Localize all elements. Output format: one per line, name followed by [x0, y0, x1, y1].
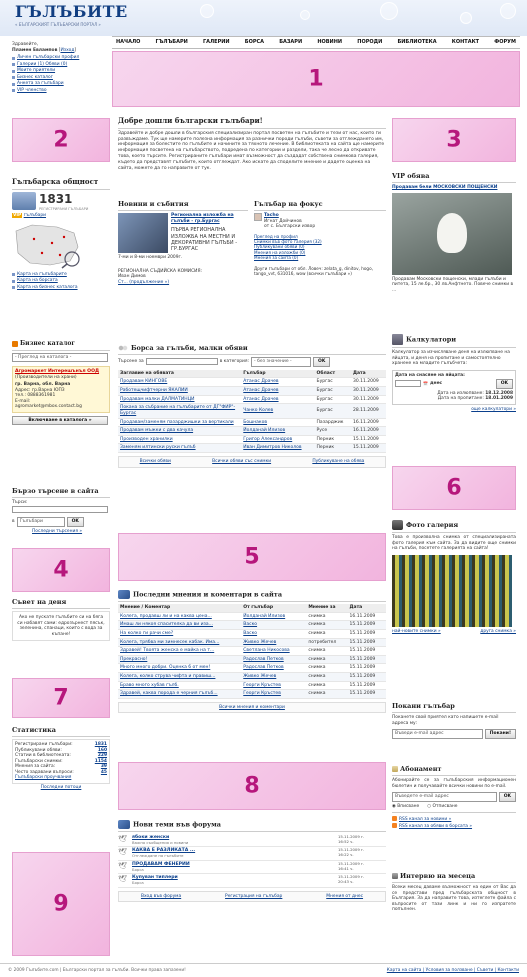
ad-slot-2[interactable]: 2	[12, 118, 110, 162]
table-row[interactable]: На колко ги рачи сме? Васко снимка 15.11.2009	[118, 629, 386, 638]
table-row[interactable]: Работещчифтчерни ЯКАЛИИ Атанас Драчев Бургас 30.11.2009	[118, 387, 386, 396]
table-row[interactable]: Продавам малки ДАЛМАТИНЦИ Атанас Драчев Бургас 30.11.2009	[118, 395, 386, 404]
egg-date-input[interactable]	[395, 380, 421, 387]
calc-feed-value: 18.01.2009	[485, 396, 513, 402]
interview-panel	[392, 872, 516, 913]
stats-link-surveys[interactable]: Гълъбарски проучвания	[15, 775, 72, 781]
calculator-icon	[392, 334, 403, 345]
market-search-input[interactable]	[146, 358, 218, 365]
bubble-decoration	[200, 4, 214, 18]
market-category-select[interactable]: - без значение -	[251, 357, 311, 367]
list-item[interactable]: 🕊 КАКВА Е РАЗЛИКАТА ... Отглеждане на гълъбите 15.11.2009 г. 16:22 ч.	[118, 847, 386, 860]
table-row[interactable]: Продавам/заменям пазарджишки за вертикали Бошнаков Пазарджик 16.11.2009	[118, 418, 386, 427]
news-title: Новини и събития	[118, 200, 189, 208]
stats-link-streams[interactable]: Последни потоци	[40, 784, 82, 790]
table-row[interactable]: Колега, продавш ли и на каква цена... Йолданай Илизов снимка 16.11.2009	[118, 612, 386, 621]
ad-slot-4[interactable]: 4	[12, 548, 110, 592]
site-tagline: « БЪЛГАРСКИЯТ ГЪЛЪБАРСКИ ПОРТАЛ »	[15, 22, 101, 27]
rss-market-link[interactable]: RSS канал за обяви в борсата »	[399, 823, 473, 829]
nav-home[interactable]: НАЧАЛО	[116, 39, 141, 46]
nav-breeds[interactable]: ПОРОДИ	[357, 39, 383, 46]
list-item[interactable]: 🕊 ябоки женски Важно съобщения и новини 15.11.2009 г. 16:52 ч.	[118, 834, 386, 847]
gallery-panel	[392, 520, 516, 634]
market-section	[118, 344, 386, 468]
vip-breeders-link[interactable]: гълъбари	[23, 213, 47, 219]
vip-ad-title: VIP обява	[392, 172, 430, 180]
news-excerpt: ПЪРВА РЕГИОНАЛНА ИЗЛОЖБА НА МЕСТНИ И ДЕКОРАТИВНИ ГЪЛЪБИ - ГР.БУРГАС	[171, 227, 237, 253]
stats-title: Статистика	[12, 726, 56, 734]
tip-panel	[12, 598, 110, 641]
bubble-decoration	[300, 10, 310, 20]
stat-label: Регистрирани гълъбари:	[15, 742, 73, 748]
eggs-icon	[118, 344, 128, 352]
business-company-sub: (Производители на храни)	[15, 374, 77, 380]
subscribe-text: Абонирайте се за гълъбарския информационен бюлетин и получавайте всички новини по e-mail.	[392, 778, 516, 789]
invite-text: Поканете свой приятел като напишете е-mail адреса му:	[392, 715, 499, 726]
comments-title: Последни мнения и коментари в сайта	[133, 590, 283, 599]
bubble-decoration	[500, 3, 516, 19]
more-calculators-link[interactable]: още калкулатори »	[471, 406, 516, 412]
all-comments-link[interactable]: Всички мнения и коментари	[219, 704, 285, 710]
stats-box	[12, 739, 110, 784]
site-logo[interactable]: ГЪЛЪБИТЕ	[15, 2, 128, 21]
focus-from: от с. Български извор	[264, 224, 316, 230]
forum-register-link[interactable]: Регистрация на гълъбар	[225, 893, 283, 899]
calendar-icon[interactable]: 📅	[423, 381, 428, 387]
col-header: Дата	[348, 604, 386, 612]
forum-icon	[118, 820, 130, 829]
microphone-icon	[392, 873, 398, 879]
stats-panel	[12, 726, 110, 790]
calc-ok-button[interactable]: OK	[496, 379, 513, 389]
col-header: От гълъбар	[241, 604, 306, 612]
welcome-title: Добре дошли български гълъбари!	[118, 116, 263, 125]
table-row[interactable]: Здравей! Твоята женска е майка на т... Светлана Никосова снимка 15.11.2009	[118, 647, 386, 656]
subscribe-title: Абонамент	[400, 765, 442, 773]
table-row[interactable]: Производен хранилки Григор Александров Перник 15.11.2009	[118, 435, 386, 444]
catalog-icon	[12, 341, 18, 347]
search-input[interactable]	[12, 506, 108, 513]
market-cat-label: в категория:	[219, 359, 250, 365]
user-link-galleries[interactable]: Галерии (1) Обяви (0)	[12, 62, 110, 68]
stat-label: Статии в библиотеката:	[15, 753, 71, 759]
tip-title: Съвет на деня	[12, 598, 67, 606]
news-dates: 7-ми и 8-ми ноември 2009г.	[118, 255, 183, 261]
focus-link-profile[interactable]: Преглед на профил	[254, 233, 298, 239]
rss-icon	[392, 816, 397, 821]
comments-table	[118, 604, 386, 699]
site-header	[0, 0, 527, 36]
col-header: Дата	[351, 370, 386, 378]
forum-enter-link[interactable]: Вход във форума	[140, 893, 182, 899]
stat-label: Гълъбарски снимки:	[15, 758, 63, 764]
map-market-link[interactable]: Карта на борсата	[12, 278, 110, 284]
pigeon-icon: 🕊	[118, 848, 127, 857]
col-header: Мнение за	[306, 604, 347, 612]
pigeon-icon: 🕊	[118, 835, 127, 843]
user-link-business[interactable]: Бизнес каталог	[12, 75, 110, 81]
market-search-label: Търсене за	[118, 359, 144, 365]
search-label: Търси:	[12, 500, 28, 506]
table-row[interactable]: Прекрасно! Радослав Петков снимка 15.11.2009	[118, 655, 386, 664]
table-row[interactable]: Колега, колко струва чифта и правиш... Живко Жечев снимка 15.11.2009	[118, 673, 386, 682]
main-navigation	[112, 36, 520, 49]
stat-label: Публикувани обяви:	[15, 747, 62, 753]
business-card	[12, 366, 110, 413]
comments-section	[118, 590, 386, 713]
calc-text: Калкулатор за изчисляване деня на излюпване на яйцата, и деня на пропитане и самостоятелно хранене на младите гълъбчета:	[392, 350, 510, 366]
user-link-survey[interactable]: Анкета за гълъбари	[12, 81, 110, 87]
nav-galleries[interactable]: ГАЛЕРИИ	[202, 39, 230, 46]
news-more-link[interactable]: Ст... (продължение »)	[118, 279, 170, 285]
ad-slot-1[interactable]: 1	[112, 51, 520, 107]
tip-text: Ако не пускате гълъбите си на бяга си набавят сами: едрозърнест пясък, зеленина, спанаци, които с вода за къпане!	[12, 611, 110, 641]
news-section	[118, 200, 248, 285]
ad-slot-8[interactable]: 8	[118, 762, 386, 810]
market-all-ads-link[interactable]: Всички обяви	[139, 459, 171, 464]
community-count: 1831	[39, 191, 73, 206]
table-row[interactable]: Заменям илтински руски гълъб Иван Димитров Николов Перник 15.11.2009	[118, 444, 386, 453]
table-row[interactable]: Продавам мъжки с два качула Йолданай Илизов Русе 16.11.2009	[118, 427, 386, 436]
vip-ad-link[interactable]: Продавам бели МОСКОВСКИ ПОЩЕНСКИ	[392, 185, 498, 191]
search-in-label: в	[12, 518, 15, 524]
search-scope-select[interactable]: Гълъбари	[17, 517, 65, 527]
user-link-vip[interactable]: VIP членство	[12, 88, 110, 94]
users-icon	[12, 192, 36, 210]
col-header: Заглавие на обявата	[118, 370, 241, 378]
catalog-select[interactable]: - Преглед на каталога -	[12, 353, 108, 363]
stat-value[interactable]: 45	[100, 769, 107, 775]
unsubscribe-radio[interactable]: ○ Отписване	[427, 803, 458, 809]
business-panel	[12, 340, 110, 425]
ad-slot-9[interactable]: 9	[12, 852, 110, 956]
table-row[interactable]: Браво много хубав гълб. Георги Кръстев снимка 15.11.2009	[118, 681, 386, 690]
bubble-decoration	[460, 12, 472, 24]
ad-slot-6[interactable]: 6	[392, 466, 516, 510]
market-title: Борса за гълъби, малки обяви	[131, 344, 248, 352]
focus-link-shows[interactable]: Мнения на изложби (0)	[254, 249, 306, 255]
quick-search-panel	[12, 487, 110, 534]
pigeon-icon: 🕊	[118, 875, 127, 884]
logout-link[interactable]: Изход	[60, 47, 75, 53]
table-row[interactable]: Здравей, каква порода е черния гълъб... Георги Кръстев снимка 15.11.2009	[118, 690, 386, 699]
calc-title: Калкулатори	[406, 335, 457, 344]
business-email-label: E-mail:	[15, 398, 31, 404]
business-phone: тел.: 0888361981	[15, 393, 56, 399]
envelope-icon	[392, 766, 398, 772]
calc-feed-label: Дата на пропитане:	[437, 396, 484, 402]
nav-library[interactable]: БИБЛИОТЕКА	[397, 39, 437, 46]
vip-ad-panel	[392, 172, 516, 293]
subscribe-ok-button[interactable]: OK	[499, 792, 516, 802]
focus-title: Гълъбар на фокус	[254, 200, 323, 208]
table-row[interactable]: Много много добри. Оценка 6 от мен! Радослав Петков снимка 15.11.2009	[118, 664, 386, 673]
vip-ad-text: Продавам Московски пощенски, млади гълъби и питета, 15 ле.бр., 30 лв.Анфтнето. Повече снимки в ...	[392, 276, 514, 293]
nav-market[interactable]: БОРСА	[244, 39, 265, 46]
footer-copyright: © 2009 Гълъбите.com | Български портал за гълъби. Всички права запазени!	[8, 967, 186, 973]
news-headline-link[interactable]: Регионална изложба на гълъби - гр.Бургас	[171, 213, 234, 224]
welcome-section	[118, 117, 386, 172]
market-publish-link[interactable]: Публикуване на обява	[312, 459, 365, 464]
vip-badge: VIP	[13, 213, 22, 219]
focus-section	[254, 200, 386, 277]
invite-email-input[interactable]: Въведи e-mail адрес	[392, 729, 483, 739]
table-row[interactable]: Покана за събрание на гълъбарите от ДГ"ФИР"-Бургас Чанко Колев Бургас 28.11.2009	[118, 404, 386, 418]
market-photo-ads-link[interactable]: Всички обяви със снимки	[212, 459, 272, 464]
gallery-title: Фото галерия	[406, 521, 459, 529]
community-title: Гълъбарска общност	[12, 177, 99, 186]
vip-ad-image[interactable]	[392, 193, 512, 275]
gallery-new-link[interactable]: най-новите снимки »	[392, 628, 441, 634]
table-row[interactable]: Колега, трябва ми зимнесек кабак. Има... Живко Жечев потребител 15.11.2009	[118, 638, 386, 647]
footer-links[interactable]: Карта на сайта | Условия за ползване | Съвети | Контакти	[386, 967, 519, 973]
stat-value[interactable]: 1154	[94, 758, 107, 764]
list-item[interactable]: 🕊 ПРОДАВАМ ФЕНЕРИИ Борса 15.11.2009 г. 16:41 ч.	[118, 861, 386, 874]
nav-contact[interactable]: КОНТАКТ	[451, 39, 480, 46]
market-table	[118, 370, 386, 453]
subscribe-radio[interactable]: ◉ Вписване	[392, 803, 420, 809]
table-row[interactable]: Имаш ли някоя спасителка да ви иза... Васко снимка 15.11.2009	[118, 621, 386, 630]
interview-title: Интервю на месеца	[400, 872, 476, 880]
col-header: Област	[315, 370, 351, 378]
interview-text: Всеки месец даваме възможност на един от Вас да се представи пред гълъбарската общност в България. За да направите това, изтеглете файла с въпросите от тази линк и ни го изпратете попълнен.	[392, 885, 516, 913]
invite-button[interactable]: Покани!	[485, 729, 516, 739]
news-org: РЕГИОНАЛНА СЪДИЙСКА КОМИСИЯ:	[118, 268, 202, 274]
invite-panel	[392, 702, 516, 739]
stat-value[interactable]: 160	[97, 747, 107, 753]
calc-hatch-value: 18.12.2008	[485, 390, 513, 396]
stat-value[interactable]: 229	[97, 753, 107, 759]
gallery-image[interactable]	[392, 555, 512, 627]
news-image[interactable]	[118, 213, 168, 253]
catalog-join-button[interactable]: Включване в каталога »	[12, 416, 108, 426]
bulgaria-map-icon[interactable]	[12, 221, 82, 269]
community-panel	[12, 178, 110, 291]
focus-name: Игнат Дойчинов	[264, 218, 302, 224]
subscribe-panel	[392, 765, 516, 829]
forum-today-link[interactable]: Мнения от днес	[326, 893, 364, 899]
business-company-link[interactable]: Агромаркет Интерешънъл ООД	[15, 369, 100, 375]
gallery-text: Това е произволна снимка от специализираната фото галерия към сайта. За да видите още снимки на гълъби, посетете галерията на сайта!	[392, 535, 516, 551]
market-ok-button[interactable]: OK	[313, 357, 330, 367]
nav-bazaars[interactable]: БАЗАРИ	[279, 39, 303, 46]
subscribe-email-input[interactable]: Въведете e-mail адрес	[392, 792, 497, 802]
gallery-random-link[interactable]: друга снимка »	[480, 628, 516, 634]
invite-title: Покани гълъбар	[392, 702, 455, 710]
stat-value[interactable]: 1831	[94, 742, 107, 748]
business-title: Бизнес каталог	[20, 340, 76, 347]
nav-forum[interactable]: ФОРУМ	[494, 39, 516, 46]
welcome-text: Здравейте и добре дошли в българския специализиран портал посветен на гълъбите и тези от нас, които ги развъждаме. Тук ще намерите полезна информация за разнички породи гълъби, съвети за отглеждането им, информация за болестите по гълъбите и начините за тяхното лечение. В библиотеката на сайта ще намерите информация посветена на гълъбарството, подредена по категории и раздели, така че лесно да откривате това, което търсите. Регистрираните гълъбари имат възможност да създадат собствена снимкова галерия, където да представят гълъбите, които отглеждат. Ако искате да споделите мнение и дадете оценка на сайта, можете да го направите от тук.	[118, 130, 385, 171]
news-person: Иван Димов	[118, 274, 146, 280]
rss-icon	[392, 823, 397, 828]
table-row[interactable]: Продавам КИНГОВЕ Атанас Драчев Бургас 30.11.2009	[118, 378, 386, 387]
business-email: agromarket@mbox.contact.bg	[15, 404, 82, 410]
users-icon	[118, 590, 130, 599]
col-header: Гълъбар	[241, 370, 314, 378]
focus-others: Други гълъбари от обл. Ловеч: zelata_g, dinitov, hogo, tango_vvt, 631016, wow (всички гълъбари »)	[254, 266, 373, 277]
nav-breeders[interactable]: ГЪЛЪБАРИ	[155, 39, 188, 46]
user-link-friends[interactable]: Моите приятели	[12, 68, 110, 74]
ad-slot-3[interactable]: 3	[392, 118, 516, 162]
calc-today: днес	[429, 381, 443, 387]
ad-slot-7[interactable]: 7	[12, 678, 110, 718]
calc-box	[392, 370, 516, 405]
business-address2: Адрес: гр.Варна ЮПЗ	[15, 387, 65, 393]
list-item[interactable]: 🕊 Купуван типлери Борса 15.11.2009 г. 20:43 ч.	[118, 874, 386, 887]
ad-slot-5[interactable]: 5	[118, 533, 386, 581]
community-count-label: РЕГИСТРИРАНИ ГЪЛЪБАРИ	[39, 206, 89, 211]
unsubscribe-opt-label: Отписване	[432, 803, 458, 809]
focus-link-ads[interactable]: Публикувани обяви (0)	[254, 244, 305, 250]
focus-link-photos[interactable]: Снимки във фото галерия (32)	[254, 239, 322, 245]
site-footer	[0, 963, 527, 977]
focus-user-link[interactable]: Tacho	[264, 213, 279, 219]
camera-icon	[392, 520, 403, 530]
subscribe-opt-label: Вписване	[397, 803, 420, 809]
forum-title: Нови теми във форума	[133, 820, 222, 829]
map-business-link[interactable]: Карта на бизнес каталога	[12, 285, 110, 291]
user-link-profile[interactable]: Личен гълъбарски профил	[12, 55, 110, 61]
forum-section	[118, 820, 386, 902]
nav-news[interactable]: НОВИНИ	[317, 39, 343, 46]
focus-link-comments[interactable]: Мнения за сайта (0)	[254, 254, 299, 260]
pigeon-icon: 🕊	[118, 861, 127, 870]
stat-value[interactable]: 39	[100, 764, 107, 770]
avatar[interactable]	[254, 213, 262, 221]
stat-label: Мнения за сайта:	[15, 764, 56, 770]
user-panel: Здравейте, Пламен Евлампов [Изход] Личен гълъбарски профил Галерии (1) Обяви (0) Моите приятели Бизнес каталог Анкета за гълъбари VIP членство	[12, 42, 110, 94]
col-header: Мнение / Коментар	[118, 604, 241, 612]
recent-searches-link[interactable]: Последни търсения »	[32, 528, 83, 534]
bubble-decoration	[380, 2, 398, 20]
user-greeting: Здравейте,	[12, 42, 39, 47]
rss-news-link[interactable]: RSS канал за новини »	[399, 817, 452, 823]
stat-label: Често задавани въпроси:	[15, 769, 74, 775]
user-name: Пламен Евлампов	[12, 47, 58, 53]
map-breeders-link[interactable]: Карта на гълъбарите	[12, 272, 110, 278]
quick-search-title: Бързо търсене в сайта	[12, 487, 99, 495]
calc-label: Дата на снасяне на яйцата:	[395, 372, 465, 378]
calculator-panel	[392, 334, 516, 412]
calc-hatch-label: Дата на излюпване:	[437, 390, 484, 396]
search-ok-button[interactable]: OK	[67, 517, 84, 527]
business-address: гр. Варна, обл. Варна	[15, 382, 71, 388]
